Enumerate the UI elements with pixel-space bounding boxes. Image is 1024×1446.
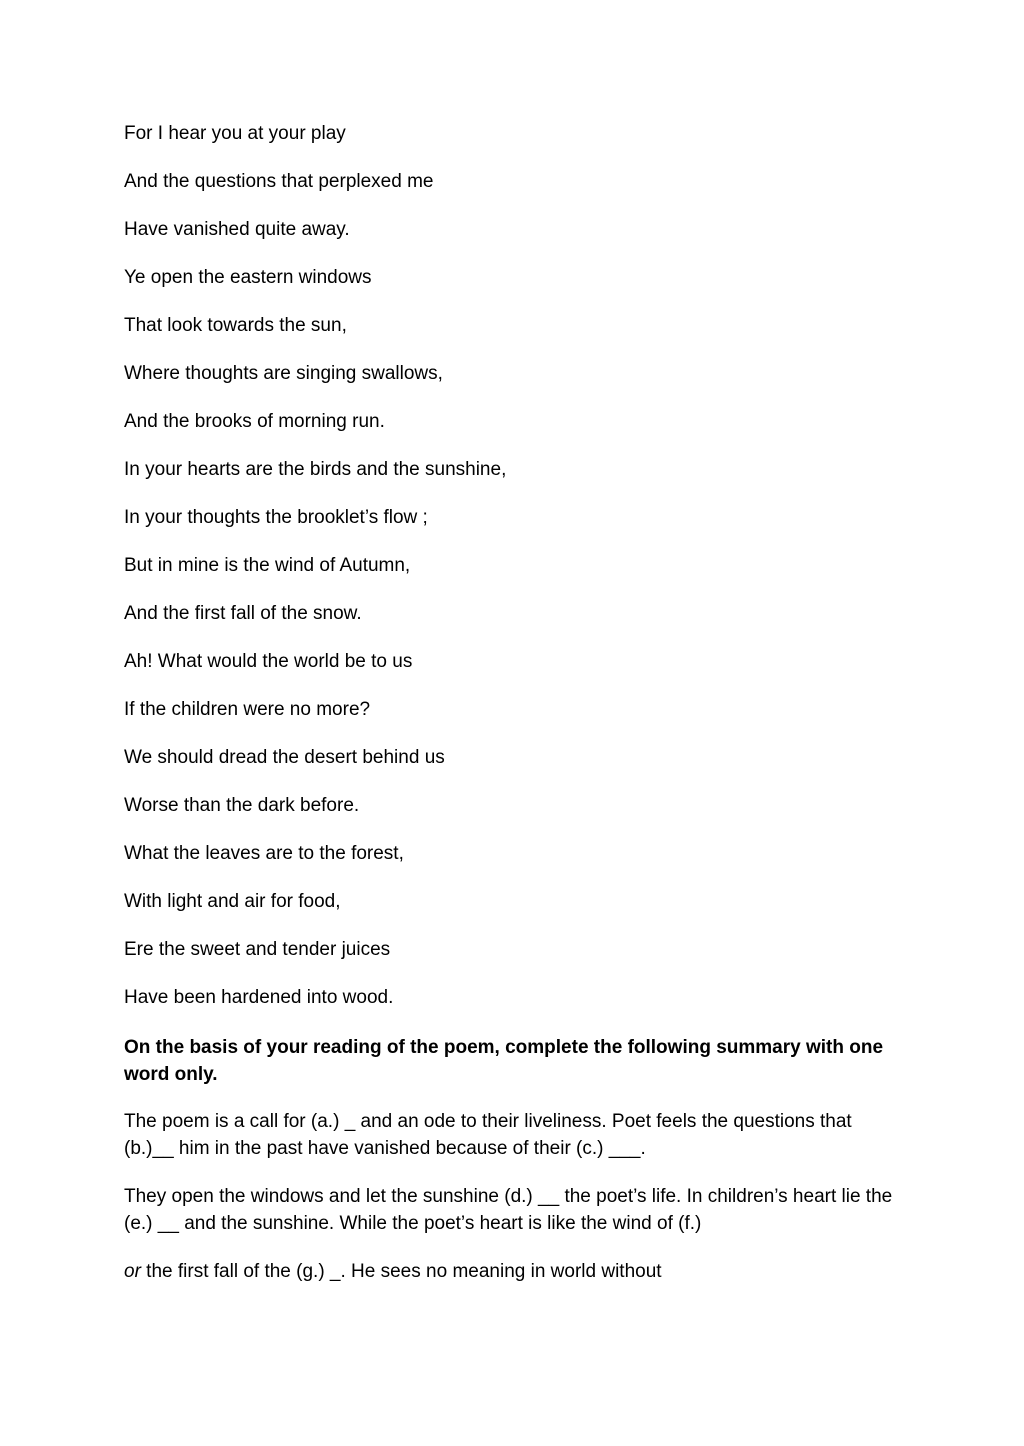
- poem-line: If the children were no more?: [124, 699, 371, 720]
- poem-line: Ye open the eastern windows: [124, 267, 372, 288]
- poem-line: But in mine is the wind of Autumn,: [124, 555, 411, 576]
- poem-line: Have been hardened into wood.: [124, 987, 394, 1008]
- poem-line: That look towards the sun,: [124, 315, 347, 336]
- poem-line: We should dread the desert behind us: [124, 747, 445, 768]
- summary-paragraph-1: The poem is a call for (a.) _ and an ode to their liveliness. Poet feels the questions that (b.)__ him in the past have vanished because of their (c.) ___.: [124, 1111, 852, 1159]
- poem-line: Have vanished quite away.: [124, 219, 350, 240]
- poem-line: And the questions that perplexed me: [124, 171, 434, 192]
- poem-line: Ah! What would the world be to us: [124, 651, 413, 672]
- poem-line: And the brooks of morning run.: [124, 411, 385, 432]
- poem-line: In your hearts are the birds and the sunshine,: [124, 459, 507, 480]
- poem-line: What the leaves are to the forest,: [124, 843, 404, 864]
- italic-word: or: [124, 1261, 141, 1282]
- poem-line: With light and air for food,: [124, 891, 341, 912]
- question-instruction: On the basis of your reading of the poem, complete the following summary with one word only.: [124, 1037, 884, 1085]
- poem-line: Ere the sweet and tender juices: [124, 939, 391, 960]
- summary-paragraph-3: [124, 1258, 904, 1285]
- poem-line: Where thoughts are singing swallows,: [124, 363, 443, 384]
- poem-line: And the first fall of the snow.: [124, 603, 362, 624]
- poem-line: In your thoughts the brooklet’s flow ;: [124, 507, 428, 528]
- summary-paragraph-2: They open the windows and let the sunshine (d.) __ the poet’s life. In children’s heart lie the (e.) __ and the sunshine. While the poet’s heart is like the wind of (f.): [124, 1186, 893, 1234]
- poem-line: For I hear you at your play: [124, 123, 346, 144]
- poem-text: [124, 122, 904, 1010]
- summary-paragraph-3-text: the first fall of the (g.) _. He sees no meaning in world without: [140, 1261, 662, 1282]
- poem-line: Worse than the dark before.: [124, 795, 360, 816]
